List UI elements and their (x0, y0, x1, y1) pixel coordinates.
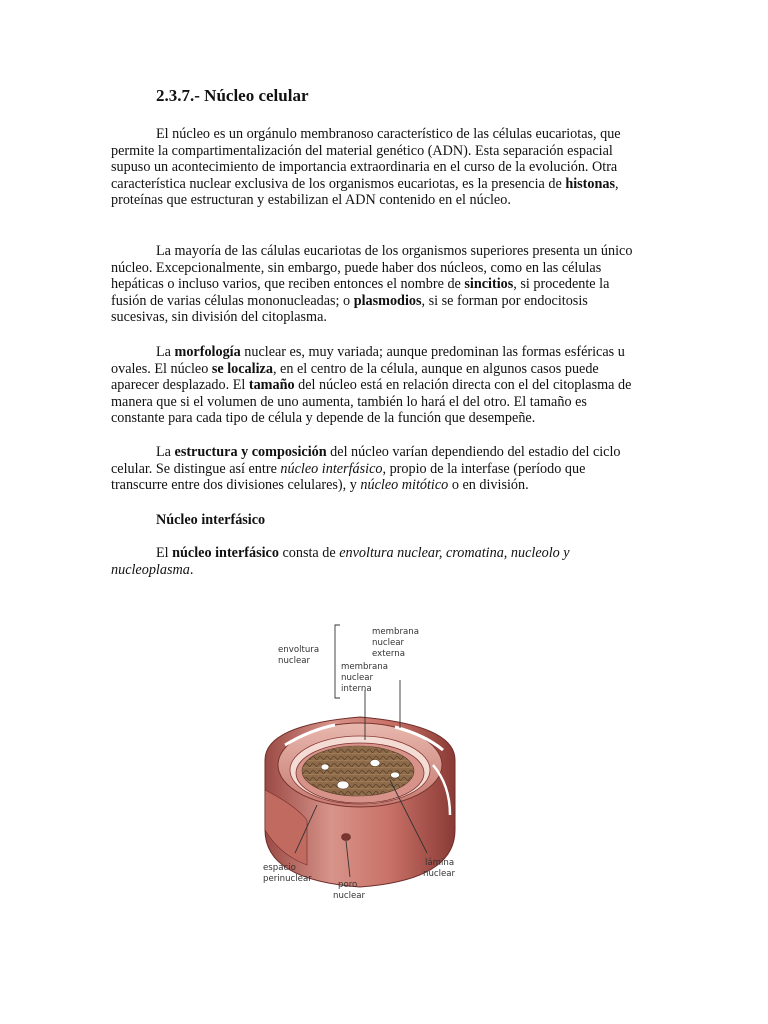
italic-term-componentes: envoltura nuclear, cromatina, nucleolo y nucleoplasma (111, 545, 570, 578)
label-lamina-nuclear: lámina (425, 858, 455, 868)
label-poro-nuclear: poro (338, 880, 358, 890)
text-run: La (156, 344, 175, 360)
text-run: nuclear es, muy variada; aunque predominan las formas esféricas u ovales. El núcleo (111, 344, 625, 377)
label-membrana-externa-3: externa (372, 649, 405, 659)
label-membrana-externa-2: nuclear (372, 638, 405, 648)
paragraph-componentes (111, 545, 643, 578)
text-run: del núcleo está en relación directa con el del citoplasma de manera que si el volumen de uno aumenta, también lo hará el del otro. El tamaño es constante para cada tipo de célula y depende de la función que desempeñe. (111, 377, 632, 427)
bold-term-plasmodios: plasmodios (353, 292, 422, 309)
label-membrana-interna-2: nuclear (341, 673, 374, 683)
paragraph-numero-nucleos (111, 243, 643, 326)
text-run: , en el centro de la célula, aunque en algunos casos puede aparecer desplazado. El (111, 360, 599, 394)
text-run: , si procedente la fusión de varias células mononucleadas; o (111, 276, 610, 309)
label-envoltura-nuclear: envoltura (278, 645, 320, 655)
bold-term-sincitios: sincitios (464, 276, 514, 293)
text-run: del núcleo varían dependiendo del estadio del ciclo celular. Se distingue así entre (111, 444, 621, 477)
label-membrana-interna: membrana (341, 662, 388, 672)
text-run: La (156, 444, 175, 460)
text-run: . (189, 561, 194, 578)
bold-term-tamano: tamaño (248, 377, 295, 394)
label-membrana-interna-3: interna (341, 684, 372, 694)
paragraph-nucleo-definicion (111, 126, 643, 209)
text-run: El (156, 545, 173, 561)
label-espacio-perinuclear-2: perinuclear (263, 874, 312, 884)
bold-term-nucleo-interfasico: núcleo interfásico (172, 545, 279, 561)
text-run: La mayoría de las cálulas eucariotas de los organismos superiores presenta un único núcleo. Excepcionalmente, sin embargo, puede haber dos núcleos, como en las células hepáticas o incluso varios, que reciben entonces el nombre de (111, 243, 633, 293)
bold-term-morfologia: morfología (174, 344, 241, 360)
section-title: 2.3.7.- Núcleo celular (156, 86, 309, 105)
nucleus-diagram (255, 615, 475, 905)
label-envoltura-nuclear-2: nuclear (278, 656, 311, 666)
italic-term-interfasico: núcleo interfásico (280, 460, 383, 477)
text-run: o en división. (448, 477, 529, 494)
nucleus-diagram-svg (255, 615, 475, 905)
bold-term-histonas: histonas (565, 175, 616, 192)
paragraph-morfologia (111, 344, 643, 427)
text-run: El núcleo es un orgánulo membranoso característico de las células eucariotas, que permite la compartimentalización del material genético (ADN). Esta separación espacial supuso un acontecimiento de importancia extraordinaria en el curso de la evolución. Otra característica nuclear exclusiva de los organismos eucariotas, es la presencia de (111, 126, 621, 192)
subheading-nucleo-interfasico: Núcleo interfásico (156, 512, 266, 528)
text-run: consta de (278, 545, 340, 561)
bold-term-estructura: estructura y composición (174, 444, 327, 460)
paragraph-estructura (111, 444, 643, 494)
bold-term-localiza: se localiza (211, 360, 273, 377)
label-membrana-externa: membrana (372, 627, 419, 637)
text-run: , proteínas que estructuran y estabilizan el ADN contenido en el núcleo. (111, 175, 619, 209)
label-lamina-nuclear-2: nuclear (423, 869, 456, 879)
label-poro-nuclear-2: nuclear (333, 891, 366, 901)
text-run: , si se forman por endocitosis sucesivas, sin división del citoplasma. (111, 292, 588, 326)
text-run: , propio de la interfase (período que transcurre entre dos divisiones celulares), y (111, 460, 586, 494)
label-espacio-perinuclear: espacio (263, 863, 296, 873)
italic-term-mitotico: núcleo mitótico (360, 477, 449, 494)
